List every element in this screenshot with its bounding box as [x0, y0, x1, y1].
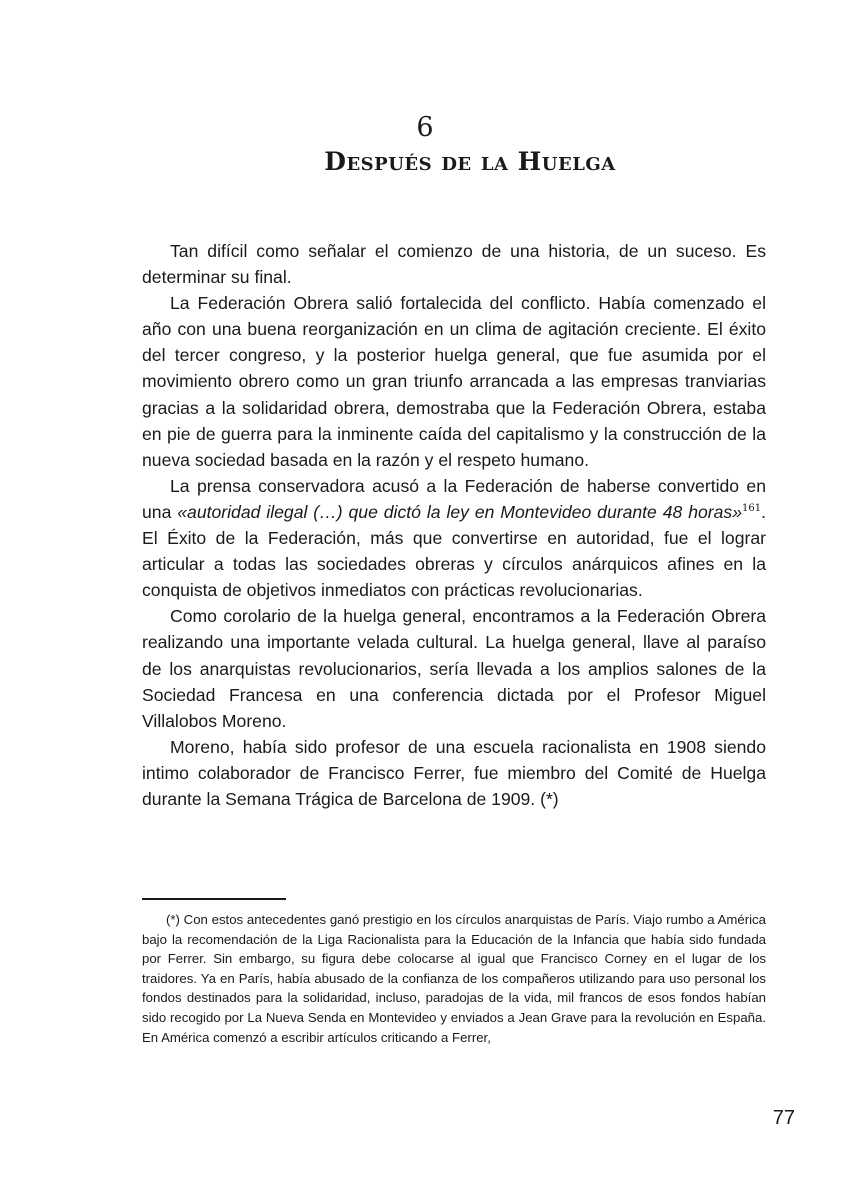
paragraph-4: Como corolario de la huelga general, encontramos a la Federación Obrera realizando una importante velada cultural. La huelga general, llave al paraíso de los anarquistas revolucionarios, sería llevada a los amplios salones de la Sociedad Francesa en una conferencia dictada por el Profesor Miguel Villalobos Moreno.	[142, 606, 766, 731]
page-number: 77	[772, 1107, 795, 1129]
paragraph-5: Moreno, había sido profesor de una escuela racionalista en 1908 siendo intimo colaborador de Francisco Ferrer, fue miembro del Comité de Huelga durante la Semana Trágica de Barcelona de 1909. (*)	[142, 736, 766, 809]
paragraph-2: La Federación Obrera salió fortalecida del conflicto. Había comenzado el año con una buena reorganización en un clima de agitación creciente. El éxito del tercer congreso, y la posterior huelga general, que fue asumida por el movimiento obrero como un gran triunfo arrancada a las empresas tranviarias gracias a la solidaridad obrera, demostraba que la Federación Obrera, estaba en pie de guerra para la inminente caída del capitalismo y la construcción de la nueva sociedad basada en la razón y el respeto humano.	[142, 293, 766, 470]
chapter-title: Después de la Huelga	[324, 147, 616, 176]
footnote-divider	[142, 898, 286, 900]
body-text	[142, 238, 766, 812]
paragraph-3	[142, 473, 766, 603]
footnote-reference: 161	[742, 503, 762, 515]
paragraph-1: Tan difícil como señalar el comienzo de una historia, de un suceso. Es determinar su final.	[142, 241, 766, 288]
press-quote: «autoridad ilegal (…) que dictó la ley en Montevideo durante 48 horas»	[177, 501, 743, 522]
footnote-text: (*) Con estos antecedentes ganó prestigio en los círculos anarquistas de París. Viajo rumbo a América bajo la recomendación de la Liga Racionalista para la Educación de la Infancia que había sido fundada por Ferrer. Sin embargo, su figura debe colocarse al igual que Francisco Corney en el lugar de los traidores. Ya en París, había abusado de la confianza de los compañeros utilizando para uso personal los fondos destinados para la solidaridad, incluso, paradojas de la vida, mil francos de esos fondos habían sido recogido por La Nueva Senda en Montevideo y enviados a Jean Grave para la revolución en España. En América comenzó a escribir artículos criticando a Ferrer,	[142, 912, 766, 1045]
paragraph-3-rest: . El Éxito de la Federación, más que convertirse en autoridad, fue el lograr articular a todas las sociedades obreras y círculos anárquicos afines en la conquista de objetivos inmediatos con prácticas revolucionarias.	[142, 501, 766, 601]
footnote	[142, 910, 766, 1047]
chapter-number: 6	[416, 112, 434, 143]
paragraph-3-lead: La prensa conservadora acusó a la Federación de haberse convertido en una	[142, 475, 766, 522]
